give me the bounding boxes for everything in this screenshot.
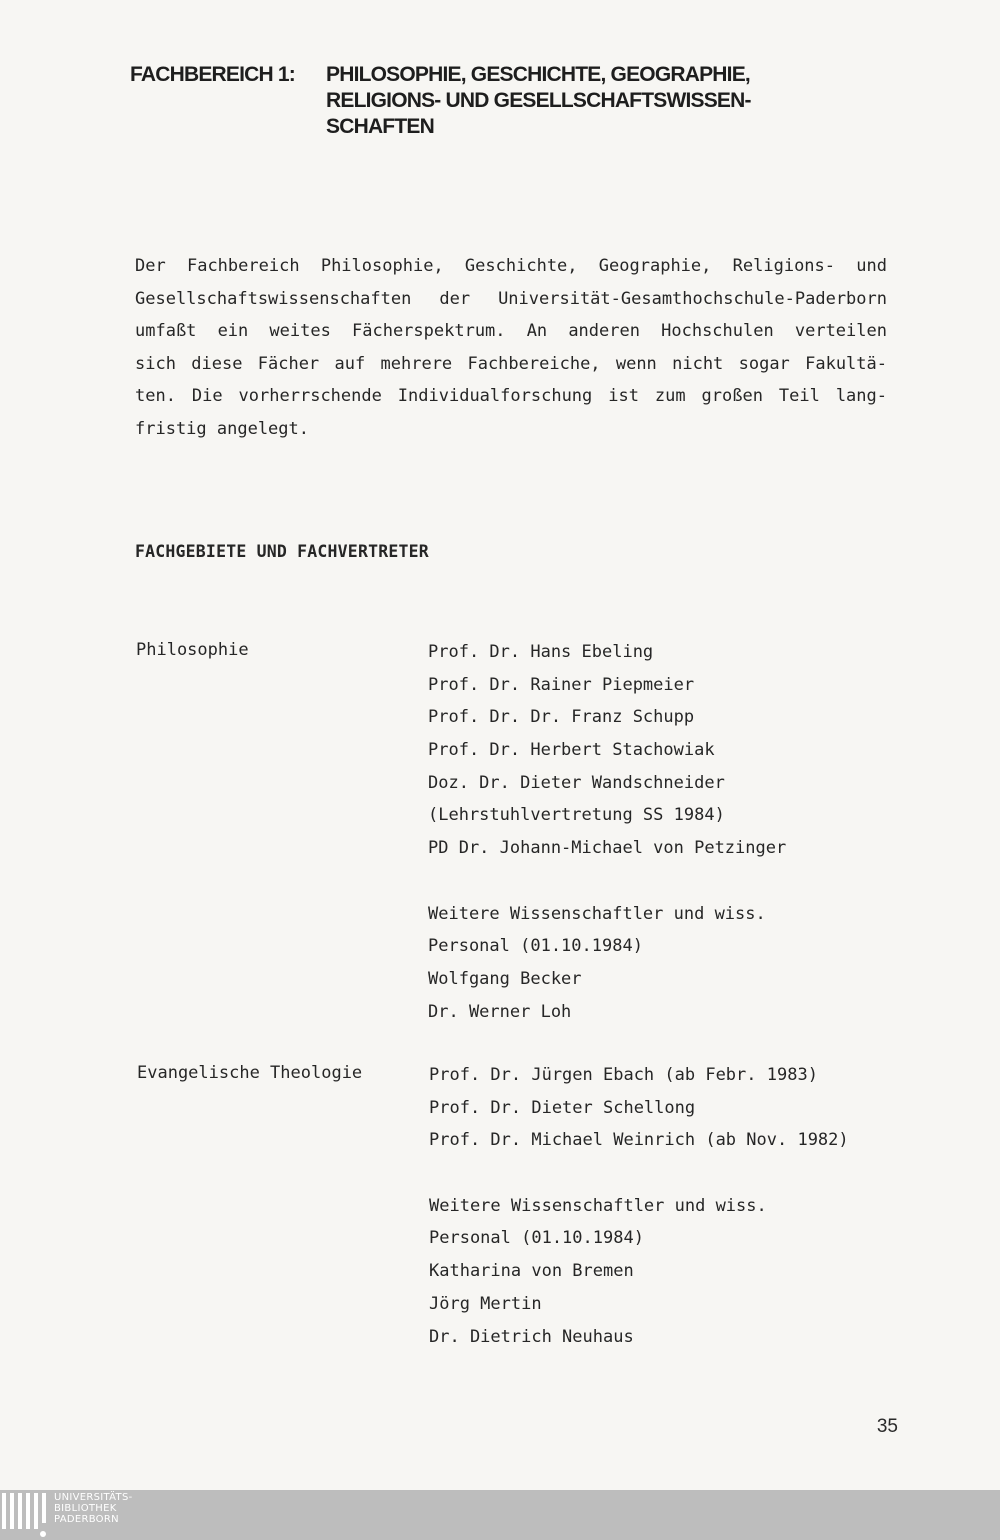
intro-line: Gesellschaftswissenschaften der Universität-Gesamthochschule-Paderborn	[135, 288, 887, 309]
spacer	[428, 865, 786, 898]
library-bars-logo-icon	[2, 1493, 52, 1533]
chapter-title-line: SCHAFTEN	[326, 115, 434, 138]
person-entry: Prof. Dr. Jürgen Ebach (ab Febr. 1983)	[429, 1065, 818, 1085]
staff-entry: Dr. Dietrich Neuhaus	[429, 1326, 634, 1347]
person-entry: Prof. Dr. Hans Ebeling	[428, 642, 654, 662]
staff-entry: Dr. Werner Loh	[428, 1001, 572, 1022]
logo-text-line: UNIVERSITÄTS-	[54, 1492, 133, 1503]
staff-entry: Personal (01.10.1984)	[429, 1228, 644, 1249]
intro-line: umfaßt ein weites Fächerspektrum. An anderen Hochschulen verteilen	[135, 321, 887, 341]
page-number: 35	[876, 1416, 898, 1437]
person-entry: Prof. Dr. Michael Weinrich (ab Nov. 1982)	[429, 1130, 849, 1151]
person-entry: Prof. Dr. Dr. Franz Schupp	[428, 707, 695, 728]
logo-text-line: PADERBORN	[54, 1514, 119, 1525]
subject-name: Evangelische Theologie	[137, 1063, 363, 1083]
staff-entry: Katharina von Bremen	[429, 1261, 634, 1282]
person-entry: (Lehrstuhlvertretung SS 1984)	[428, 805, 725, 826]
staff-entry: Wolfgang Becker	[428, 968, 582, 989]
person-entry: Prof. Dr. Dieter Schellong	[429, 1097, 696, 1118]
chapter-title-line: RELIGIONS- UND GESELLSCHAFTSWISSEN-	[326, 89, 751, 112]
intro-line: ten. Die vorherrschende Individualforschung ist zum großen Teil lang-	[135, 386, 887, 406]
subject-persons-list	[429, 1059, 849, 1353]
library-logo	[0, 1490, 150, 1540]
chapter-label: FACHBEREICH 1:	[130, 63, 295, 86]
intro-paragraph	[135, 250, 887, 445]
chapter-title	[326, 62, 751, 140]
spacer	[429, 1157, 849, 1190]
subject-persons-list	[428, 636, 786, 1028]
person-entry: Prof. Dr. Herbert Stachowiak	[428, 740, 715, 761]
person-entry: Doz. Dr. Dieter Wandschneider	[428, 772, 725, 793]
staff-entry: Weitere Wissenschaftler und wiss.	[428, 903, 766, 924]
intro-line: sich diese Fächer auf mehrere Fachbereiche, wenn nicht sogar Fakultä-	[135, 353, 887, 374]
person-entry: PD Dr. Johann-Michael von Petzinger	[428, 838, 787, 859]
chapter-title-line: PHILOSOPHIE, GESCHICHTE, GEOGRAPHIE,	[326, 63, 750, 86]
section-title: FACHGEBIETE UND FACHVERTRETER	[135, 542, 429, 561]
intro-line: fristig angelegt.	[135, 418, 309, 439]
intro-line: Der Fachbereich Philosophie, Geschichte, Geographie, Religions- und	[135, 256, 887, 276]
staff-entry: Weitere Wissenschaftler und wiss.	[429, 1195, 767, 1216]
staff-entry: Jörg Mertin	[429, 1293, 542, 1314]
library-logo-text	[54, 1492, 133, 1525]
library-footer-bar	[0, 1490, 1000, 1540]
person-entry: Prof. Dr. Rainer Piepmeier	[428, 674, 695, 695]
subject-name: Philosophie	[136, 640, 249, 660]
staff-entry: Personal (01.10.1984)	[428, 936, 643, 957]
logo-text-line: BIBLIOTHEK	[54, 1503, 117, 1514]
